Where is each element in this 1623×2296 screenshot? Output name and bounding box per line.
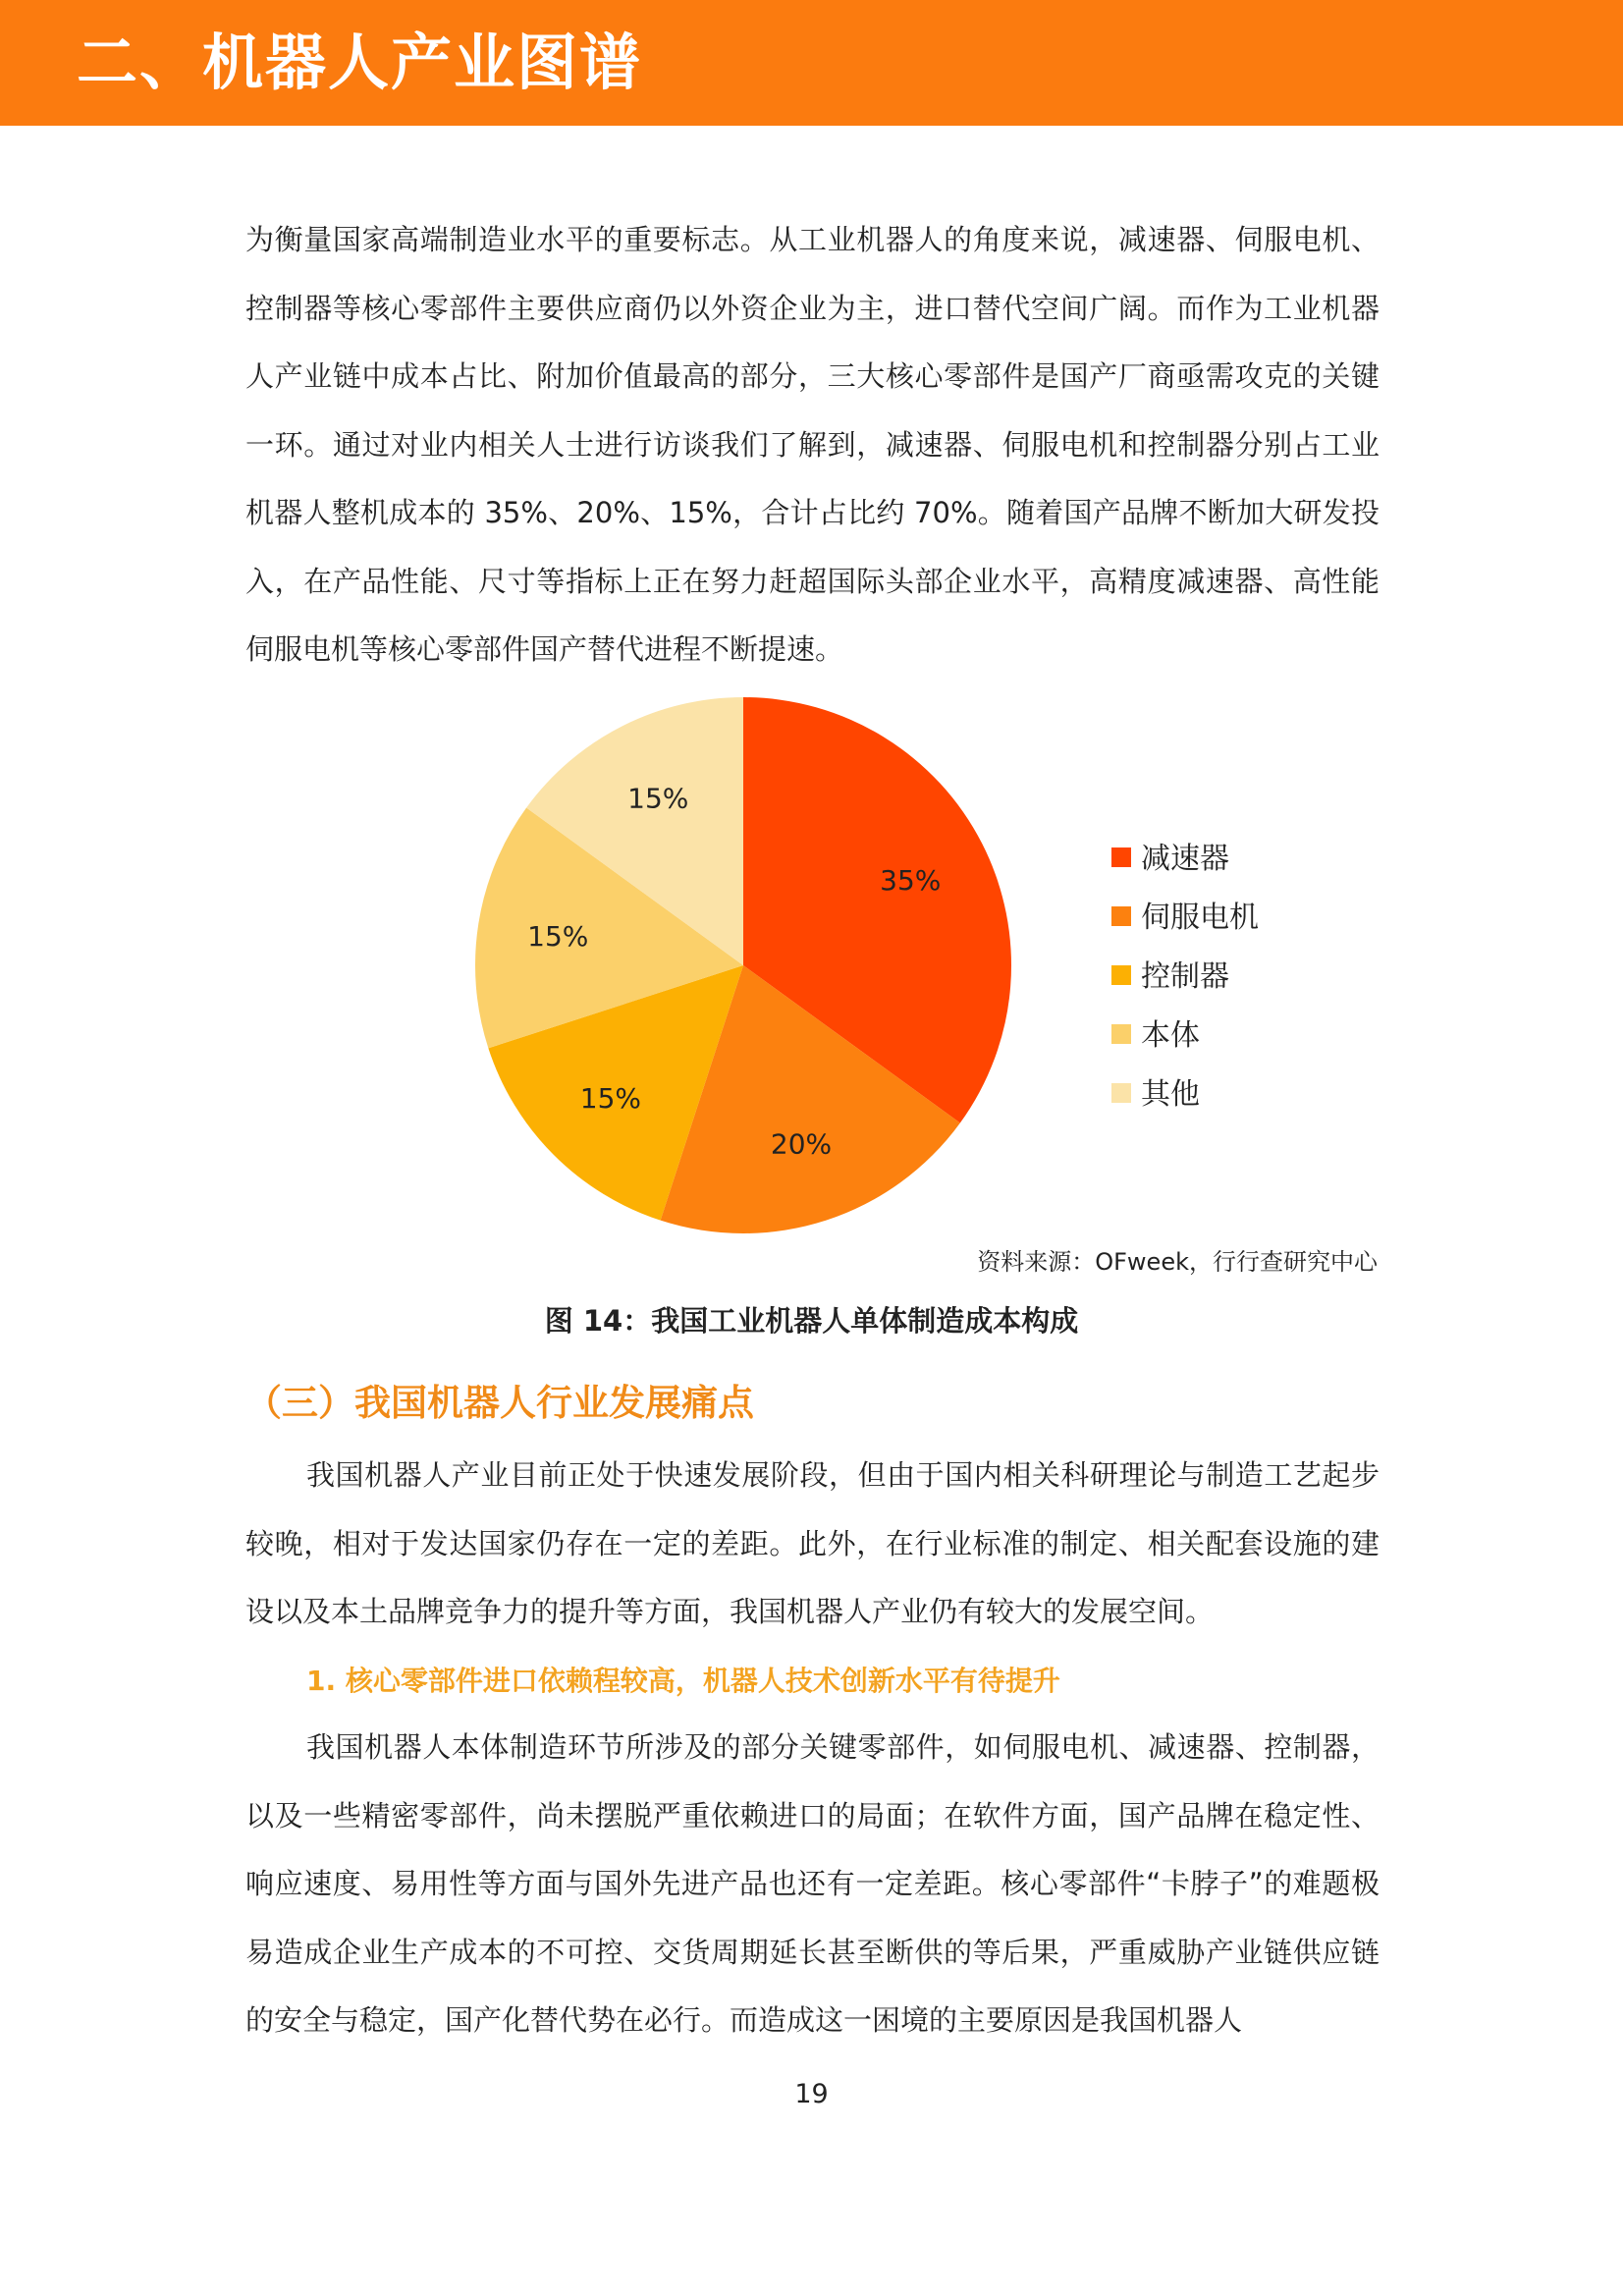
paragraph-text: 我国机器人产业目前正处于快速发展阶段，但由于国内相关科研理论与制造工艺起步较晚，相对于发达国家仍存在一定的差距。此外，在行业标准的制定、相关配套设施的建设以及本土品牌竞争力的提升等方面，我国机器人产业仍有较大的发展空间。 [245,1458,1380,1628]
pie-value-label: 15% [527,920,589,954]
legend-label: 减速器 [1141,842,1229,876]
figure-caption: 图 14：我国工业机器人单体制造成本构成 [544,1304,1079,1338]
legend-label: 控制器 [1141,959,1229,994]
legend-label: 其他 [1141,1077,1200,1112]
paragraph-section-intro [245,1442,1380,1647]
pie-value-label: 35% [880,864,942,898]
paragraph-text: 我国机器人本体制造环节所涉及的部分关键零部件，如伺服电机、减速器、控制器，以及一些精密零部件，尚未摆脱严重依赖进口的局面；在软件方面，国产品牌在稳定性、响应速度、易用性等方面与国外先进产品也还有一定差距。核心零部件“卡脖子”的难题极易造成企业生产成本的不可控、交货周期延长甚至断供的等后果，严重威胁产业链供应链的安全与稳定，国产化替代势在必行。而造成这一困境的主要原因是我国机器人 [245,1730,1380,2037]
legend-swatch [1111,1083,1131,1103]
sub-heading: 1. 核心零部件进口依赖程较高，机器人技术创新水平有待提升 [306,1665,1060,1697]
paragraph-intro [245,206,1380,684]
section-heading: （三）我国机器人行业发展痛点 [245,1382,754,1424]
legend-swatch [1111,965,1131,985]
page-header-title: 二、机器人产业图谱 [77,27,643,98]
legend-label: 伺服电机 [1141,901,1259,935]
legend-swatch [1111,1024,1131,1044]
legend-label: 本体 [1141,1018,1200,1053]
page-number: 19 [794,2079,829,2109]
pie-value-label: 15% [627,782,689,815]
pie-chart [412,678,1335,1247]
pie-value-label: 20% [770,1127,833,1161]
pie-value-label: 15% [579,1082,641,1116]
chart-legend [1111,842,1259,1112]
pie-slices [475,697,1011,1233]
legend-swatch [1111,847,1131,867]
figure-source: 资料来源：OFweek，行行查研究中心 [977,1248,1378,1276]
paragraph-section-body [245,1714,1380,2055]
paragraph-text: 为衡量国家高端制造业水平的重要标志。从工业机器人的角度来说，减速器、伺服电机、控制器等核心零部件主要供应商仍以外资企业为主，进口替代空间广阔。而作为工业机器人产业链中成本占比、附加价值最高的部分，三大核心零部件是国产厂商亟需攻克的关键一环。通过对业内相关人士进行访谈我们了解到，减速器、伺服电机和控制器分别占工业机器人整机成本的 35%、20%、15%，合计占比约 70%。随着国产品牌不断加大研发投入，在产品性能、尺寸等指标上正在努力赶超国际头部企业水平，高精度减速器、高性能伺服电机等核心零部件国产替代进程不断提速。 [245,223,1380,666]
legend-swatch [1111,906,1131,926]
